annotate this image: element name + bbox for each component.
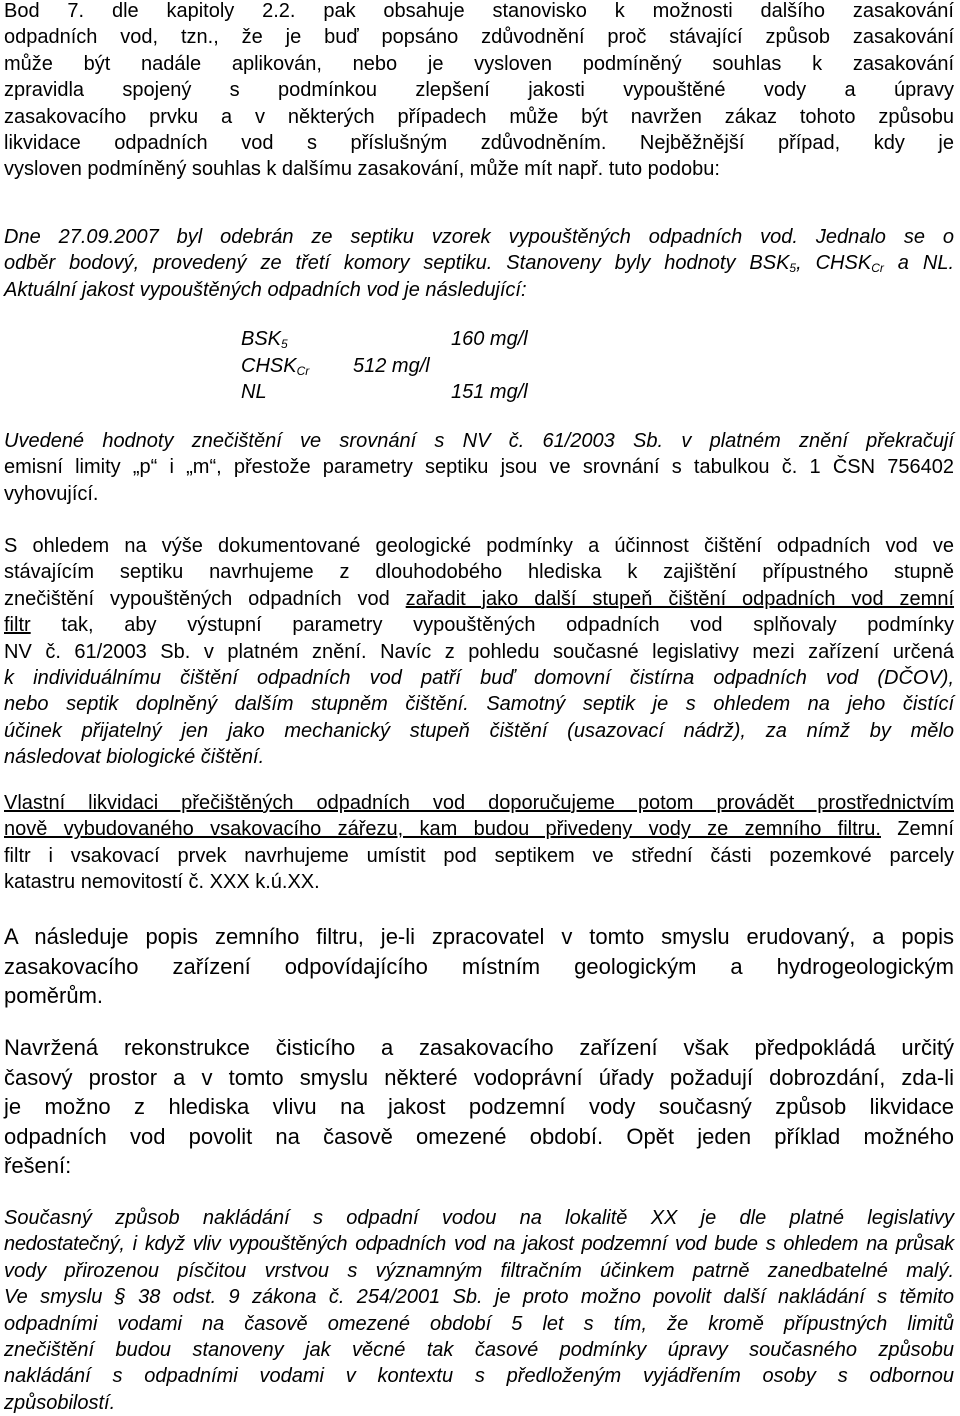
table-row-label bbox=[241, 355, 309, 378]
text-line: nakládání s odpadními vodami v kontextu s předloženým vyjádřením osoby s odbornou bbox=[4, 1365, 954, 1388]
text-line: NV č. 61/2003 Sb. v platném znění. Navíc z pohledu současné legislativy mezi zařízení určená bbox=[4, 640, 954, 663]
text-line: nedostatečný, i když vliv vypouštěných odpadních vod na jakost podzemní vod bude s ohledem na průsak bbox=[4, 1233, 954, 1256]
text-run: a NL. bbox=[883, 252, 954, 275]
underlined-text: zařadit jako další stupeň čištění odpadních vod zemní bbox=[405, 587, 955, 610]
table-row-value: 160 mg/l bbox=[451, 328, 528, 350]
text-line: Ve smyslu § 38 odst. 9 zákona č. 254/2001 Sb. je proto možno povolit další nakládání s těmito bbox=[4, 1286, 954, 1309]
text-line: Navržená rekonstrukce čisticího a zasakovacího zařízení však předpokládá určitý bbox=[4, 1035, 954, 1060]
text-line: k individuálnímu čištění odpadních vod patří buď domovní čistírna odpadních vod (DČOV), bbox=[4, 666, 954, 689]
text-run: Zemní bbox=[880, 818, 954, 841]
underlined-text: filtr bbox=[4, 614, 31, 637]
subscript: Cr bbox=[871, 261, 884, 276]
text-line: následovat biologické čištění. bbox=[4, 746, 265, 769]
text-line: Aktuální jakost vypouštěných odpadních vod je následující: bbox=[4, 278, 527, 301]
text-line bbox=[4, 250, 954, 276]
text-line: zasakovacího zařízení odpovídajícího místním geologickým a hydrogeologickým bbox=[4, 953, 954, 979]
text-run: tak, aby výstupní parametry vypouštěných odpadních vod splňovaly podmínky bbox=[30, 614, 954, 637]
paragraph-evaluation bbox=[4, 428, 954, 507]
text-line: stávajícím septiku navrhujeme z dlouhodobého hlediska k zajištění přípustného stupně bbox=[4, 561, 954, 584]
text-line bbox=[4, 612, 954, 638]
paragraph-intro bbox=[4, 0, 954, 183]
text-line: znečištění budou stanoveny jak věcné tak časové podmínky úpravy současného způsobu bbox=[4, 1338, 954, 1361]
table-row-value: 151 mg/l bbox=[451, 381, 528, 403]
text-line: odpadními vodami na časově omezené období 5 let s tím, že kromě přípustných limitů bbox=[4, 1312, 954, 1335]
text-line: odpadních vod, tzn., že je buď popsáno zdůvodnění proč stávající způsob zasakování bbox=[4, 26, 954, 49]
text-line: časový prostor a v tomto smyslu některé vodoprávní úřady požadují dobrozdání, zda-li bbox=[4, 1064, 954, 1090]
paragraph-sample bbox=[4, 224, 954, 303]
underlined-text: nově vybudovaného vsakovacího zářezu, kam budou přivedeny vody ze zemního filtru. bbox=[4, 818, 881, 841]
text-line: Bod 7. dle kapitoly 2.2. pak obsahuje stanovisko k možnosti dalšího zasakování bbox=[4, 0, 954, 22]
text-line: je možno z hlediska vlivu na jakost podzemní vody současný způsob likvidace bbox=[4, 1094, 954, 1120]
text-run: Uvedené hodnoty znečištění ve srovnání s NV č. 61/2003 Sb. v platném znění překračují bbox=[4, 430, 954, 452]
subscript: 5 bbox=[789, 261, 797, 276]
table-row-value: 512 mg/l bbox=[353, 355, 430, 377]
paragraph-reconstruction bbox=[4, 1033, 954, 1181]
text-line: odpadních vod povolit na časově omezené období. Opět jeden příklad možného bbox=[4, 1123, 954, 1149]
text-line: způsobilostí. bbox=[4, 1391, 116, 1414]
parameter-name: BSK bbox=[241, 328, 282, 350]
paragraph-recommendation bbox=[4, 533, 954, 771]
text-line bbox=[4, 816, 954, 842]
text-line: Současný způsob nakládání s odpadní vodou na lokalitě XX je dle platné legislativy bbox=[4, 1207, 954, 1229]
text-run: znečištění vypouštěných odpadních vod bbox=[4, 587, 406, 610]
text-run: odběr bodový, provedený ze třetí komory septiku. Stanoveny byly hodnoty BSK bbox=[4, 252, 790, 275]
paragraph-filter bbox=[4, 922, 954, 1011]
text-line: poměrům. bbox=[4, 983, 104, 1009]
text-line: může být nadále aplikován, nebo je vysloven podmíněný souhlas k zasakování bbox=[4, 52, 954, 75]
parameter-name: CHSK bbox=[241, 355, 297, 377]
text-run: , CHSK bbox=[796, 252, 872, 275]
text-line: Vlastní likvidaci přečištěných odpadních vod doporučujeme potom provádět prostřednictvím bbox=[4, 792, 954, 814]
parameter-name: NL bbox=[241, 381, 267, 403]
text-line: katastru nemovitostí č. XXX k.ú.XX. bbox=[4, 871, 320, 894]
table-row-label bbox=[241, 381, 267, 404]
text-line: zasakovacího prvku a v některých případech může být navržen zákaz tohoto způsobu bbox=[4, 105, 954, 128]
paragraph-disposal bbox=[4, 790, 954, 896]
text-line: nebo septik doplněný dalším stupněm čištění. Samotný septik je s ohledem na jeho čistící bbox=[4, 693, 954, 716]
text-line: likvidace odpadních vod s příslušným zdůvodněním. Nejběžnější případ, kdy je bbox=[4, 131, 954, 154]
text-line: S ohledem na výše dokumentované geologické podmínky a účinnost čištění odpadních vod ve bbox=[4, 535, 954, 557]
text-line: filtr i vsakovací prvek navrhujeme umístit pod septikem ve střední části pozemkové parcely bbox=[4, 844, 954, 867]
text-line: Dne 27.09.2007 byl odebrán ze septiku vzorek vypouštěných odpadních vod. Jednalo se o bbox=[4, 226, 954, 248]
text-line bbox=[4, 428, 954, 454]
text-line: řešení: bbox=[4, 1153, 72, 1179]
text-line: A následuje popis zemního filtru, je-li zpracovatel v tomto smyslu erudovaný, a popis bbox=[4, 924, 954, 949]
paragraph-current-method bbox=[4, 1205, 954, 1416]
subscript: Cr bbox=[296, 364, 310, 378]
text-line: vyhovující. bbox=[4, 482, 99, 505]
text-line: zpravidla spojený s podmínkou zlepšení jakosti vypouštěné vody a úpravy bbox=[4, 79, 954, 102]
text-line: vody přirozenou písčitou vrstvou s významným filtračním účinkem patrně zanedbatelné malý. bbox=[4, 1259, 954, 1282]
text-line: účinek přijatelný jen jako mechanický stupeň čištění (usazovací nádrž), za nímž by mělo bbox=[4, 719, 954, 742]
table-row-label bbox=[241, 328, 288, 351]
subscript: 5 bbox=[281, 337, 288, 351]
text-line: vysloven podmíněný souhlas k dalšímu zasakování, může mít např. tuto podobu: bbox=[4, 158, 720, 181]
text-line: emisní limity „p“ i „m“, přestože parametry septiku jsou ve srovnání s tabulkou č. 1 ČSN 756402 bbox=[4, 456, 954, 479]
text-line bbox=[4, 586, 954, 612]
